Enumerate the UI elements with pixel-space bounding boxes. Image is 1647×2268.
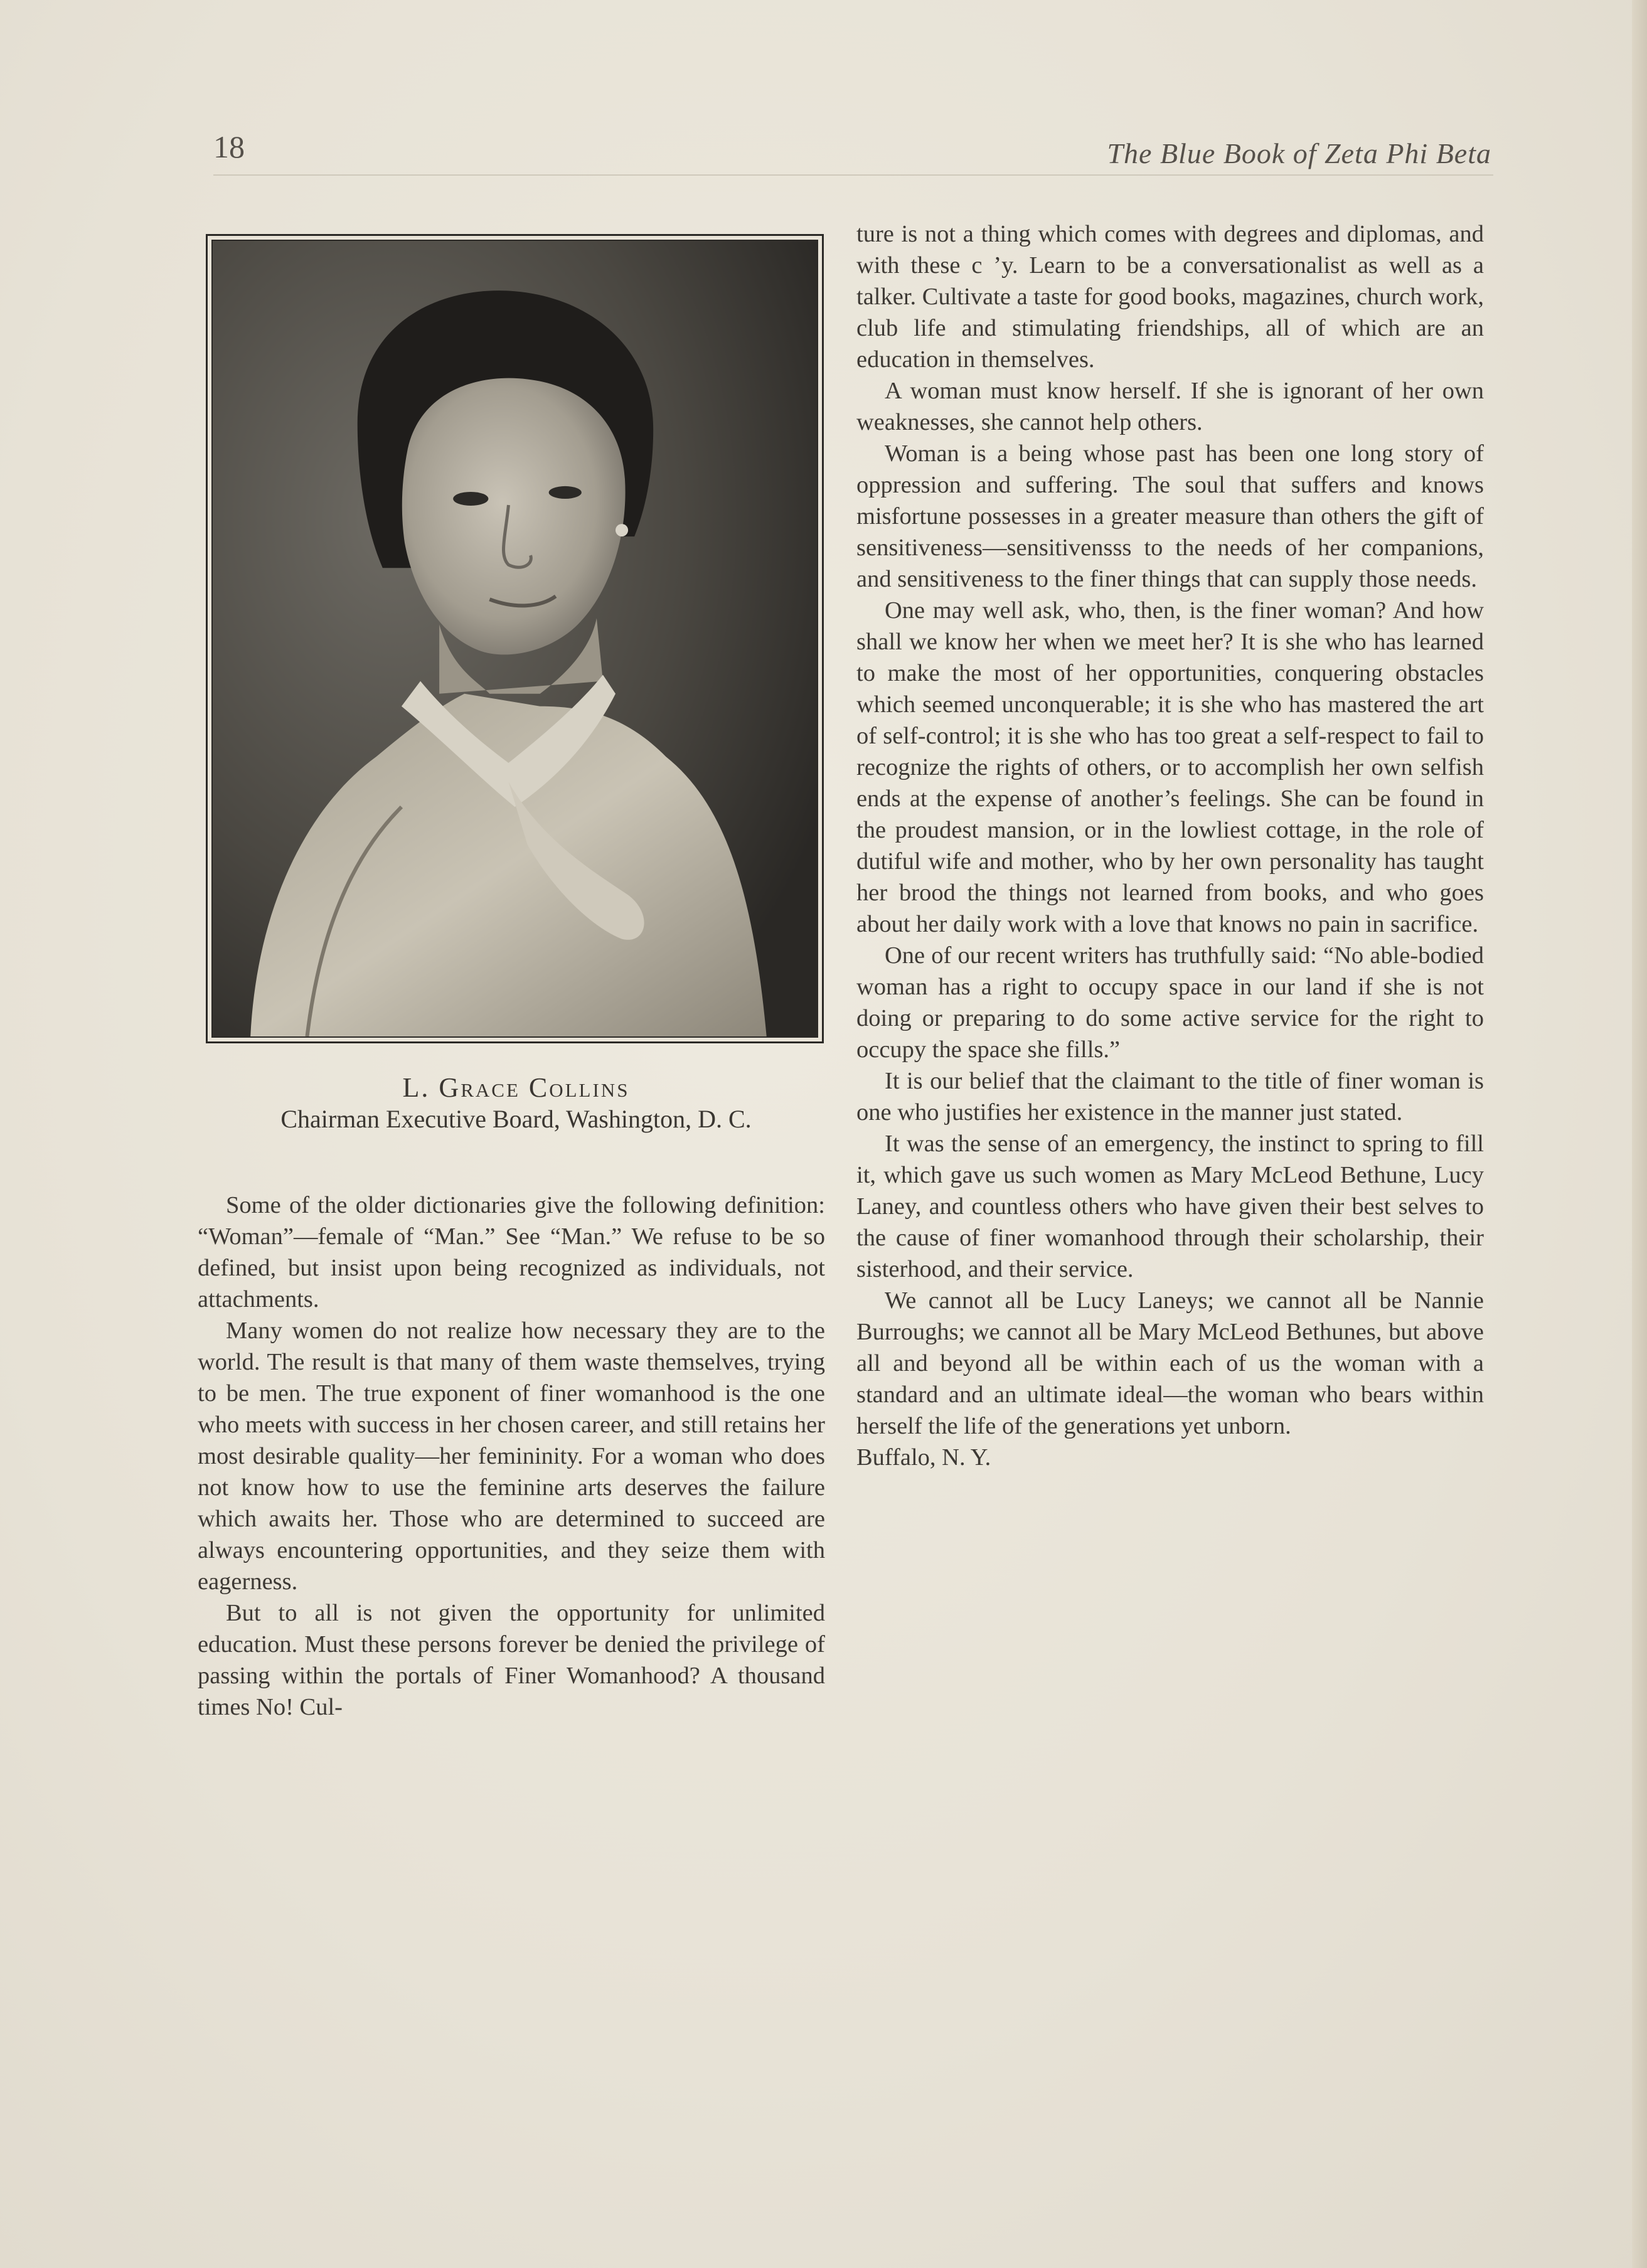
page-edge (1632, 0, 1647, 2268)
dateline: Buffalo, N. Y. (856, 1444, 991, 1471)
paragraph: But to all is not given the opportunity for unlimited education. Must these persons forever be denied the privilege of passing within the portals of Finer Womanhood? A thousand times No! Cul- (198, 1600, 825, 1720)
right-column (856, 218, 1484, 1473)
portrait-illustration (213, 241, 817, 1036)
paragraph: It is our belief that the claimant to the title of finer woman is one who justifies her existence in the manner just stated. (856, 1068, 1484, 1126)
left-column (198, 1190, 825, 1723)
paragraph: One may well ask, who, then, is the finer woman? And how shall we know her when we meet her? It is she who has learned to make the most of her opportunities, conquering obstacles which seemed unconquerable; it is she who has mastered the art of self-control; it is she who has too great a self-respect to fail to recognize the rights of others, or to accomplish her own selfish ends at the expense of another’s feelings. She can be found in the proudest mansion, or in the lowliest cottage, in the role of dutiful wife and mother, who by her own personality has taught her brood the things not learned from books, and who goes about her daily work with a love that knows no pain in sacrifice. (856, 597, 1484, 937)
photo-caption-name: L. Grace Collins (402, 1072, 630, 1103)
paragraph: Many women do not realize how necessary they are to the world. The result is that many of them waste themselves, trying to be men. The true exponent of finer womanhood is the one who meets with success in her chosen career, and still retains her most desirable quality—her femininity. For a woman who does not know how to use the feminine arts deserves the failure which awaits her. Those who are determined to succeed are always encountering opportunities, and they seize them with eagerness. (198, 1318, 825, 1595)
paragraph: ture is not a thing which comes with degrees and diplomas, and with these c ’y. Learn to be a conversationalist as well as a talker. Cultivate a taste for good books, magazines, church work, club life and stimulating friendships, all of which are an education in themselves. (856, 221, 1484, 373)
header-rule (213, 174, 1493, 176)
paragraph: Woman is a being whose past has been one long story of oppression and suffering. The soul that suffers and knows misfortune possesses in a greater measure than others the gift of sensitiveness—sensitivensss to the needs of her companions, and sensitiveness to the finer things that can supply those needs. (856, 440, 1484, 592)
running-head: The Blue Book of Zeta Phi Beta (1107, 137, 1491, 169)
photo-caption-title: Chairman Executive Board, Washington, D. C. (280, 1105, 752, 1133)
paragraph: One of our recent writers has truthfully said: “No able-bodied woman has a right to occupy space in our land if she is not doing or preparing to do some active service for the right to occupy the space she fills.” (856, 942, 1484, 1063)
paragraph: Some of the older dictionaries give the following definition: “Woman”—female of “Man.” See “Man.” We refuse to be so defined, but insist upon being recognized as individuals, not attachments. (198, 1192, 825, 1312)
portrait-image (211, 240, 818, 1038)
paragraph: It was the sense of an emergency, the instinct to spring to fill it, which gave us such women as Mary McLeod Bethune, Lucy Laney, and countless others who have given their best selves to the cause of finer womanhood through their scholarship, their sisterhood, and their service. (856, 1131, 1484, 1282)
paragraph: A woman must know herself. If she is ignorant of her own weaknesses, she cannot help others. (856, 378, 1484, 435)
page-number: 18 (213, 129, 245, 164)
paragraph: We cannot all be Lucy Laneys; we cannot all be Nannie Burroughs; we cannot all be Mary McLeod Bethunes, but above all and beyond all be within each of us the woman with a standard and an ultimate ideal—the woman who bears within herself the life of the generations yet unborn. (856, 1287, 1484, 1439)
portrait-photo (206, 234, 824, 1043)
